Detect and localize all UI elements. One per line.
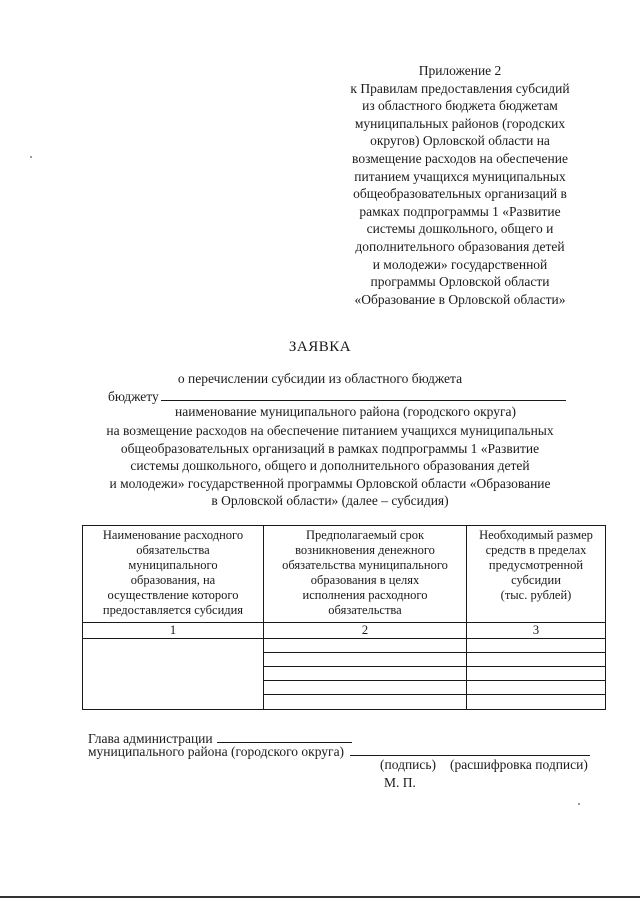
table-number-row (83, 623, 606, 639)
header-line: осуществление которого (107, 588, 239, 602)
purpose-line: общеобразовательных организаций в рамках подпрограммы 1 «Развитие (120, 440, 540, 456)
header-line: Необходимый размер (479, 528, 593, 542)
column-number: 1 (83, 623, 264, 639)
table-header-cell (264, 526, 467, 623)
header-line: образования в целях (310, 573, 420, 587)
head-name-blank[interactable] (217, 730, 352, 743)
amount-subrow[interactable] (467, 667, 605, 681)
subsidy-table (82, 525, 606, 710)
amount-subrow[interactable] (467, 653, 605, 667)
header-line: Предполагаемый срок (305, 528, 425, 542)
date-subrow[interactable] (264, 681, 466, 695)
table-header-cell (467, 526, 606, 623)
header-line: обязательства муниципального (282, 558, 448, 572)
appendix-line: рамках подпрограммы 1 «Развитие (359, 203, 561, 219)
head-label: Глава администрации (88, 731, 213, 746)
header-line: муниципального (128, 558, 218, 572)
budget-line (108, 388, 566, 405)
document-subtitle: о перечислении субсидии из областного бюджета (177, 371, 463, 386)
amount-subrow[interactable] (467, 639, 605, 653)
document-title: ЗАЯВКА (288, 339, 352, 355)
budget-label: бюджету (108, 389, 159, 404)
header-line: Наименование расходного (102, 528, 244, 542)
appendix-line: округов) Орловской области на (370, 133, 550, 149)
stamp-place: М. П. (384, 775, 416, 790)
purpose-text (60, 422, 600, 510)
signature-caption: (подпись) (380, 757, 437, 772)
header-line: возникновения денежного (295, 543, 435, 557)
header-line: образования, на (130, 573, 216, 587)
decoding-caption: (расшифровка подписи) (450, 757, 588, 772)
appendix-line: к Правилам предоставления субсидий (350, 80, 570, 96)
expenditure-cell[interactable] (83, 639, 264, 710)
amount-subrow[interactable] (467, 695, 605, 709)
header-line: обязательства (136, 543, 210, 557)
budget-name-blank[interactable] (161, 388, 566, 401)
appendix-line: программы Орловской области (370, 274, 550, 290)
signature-blank[interactable] (350, 743, 590, 756)
purpose-line: в Орловской области» (далее – субсидия) (211, 493, 449, 509)
appendix-line: муниципальных районов (городских (354, 115, 566, 131)
appendix-line: «Образование в Орловской области» (354, 291, 566, 307)
signature-captions (380, 757, 588, 773)
column-number: 3 (467, 623, 606, 639)
appendix-line: Приложение 2 (418, 63, 502, 78)
header-line: обязательства (328, 603, 402, 617)
appendix-line: общеобразовательных организаций в (353, 186, 567, 202)
header-line: средств в пределах (485, 543, 587, 557)
date-cell (264, 639, 467, 710)
appendix-line: и молодежи» государственной (372, 256, 548, 272)
amount-subrow[interactable] (467, 681, 605, 695)
date-subrow[interactable] (264, 695, 466, 709)
district-label: муниципального района (городского округа) (88, 744, 345, 759)
column-number: 2 (264, 623, 467, 639)
appendix-line: возмещение расходов на обеспечение (352, 150, 568, 166)
scan-speck (578, 803, 580, 805)
page-bottom-rule (0, 896, 640, 898)
purpose-line: системы дошкольного, общего и дополнительного образования детей (130, 458, 530, 474)
date-subrow[interactable] (264, 639, 466, 653)
budget-hint: наименование муниципального района (городского округа) (175, 404, 517, 419)
appendix-line: системы дошкольного, общего и (366, 221, 554, 237)
header-line: предусмотренной (488, 558, 584, 572)
date-subrow[interactable] (264, 667, 466, 681)
table-header-cell (83, 526, 264, 623)
header-line: предоставляется субсидия (102, 603, 244, 617)
header-line: (тыс. рублей) (500, 588, 572, 602)
appendix-block (330, 62, 590, 308)
amount-cell (467, 639, 606, 710)
appendix-line: дополнительного образования детей (355, 238, 565, 254)
header-line: субсидии (511, 573, 561, 587)
scan-speck (30, 156, 32, 158)
table-row (83, 639, 606, 710)
purpose-line: на возмещение расходов на обеспечение питанием учащихся муниципальных (106, 423, 554, 438)
table-header-row (83, 526, 606, 623)
header-line: исполнения расходного (302, 588, 428, 602)
appendix-line: питанием учащихся муниципальных (354, 168, 566, 184)
purpose-line: и молодежи» государственной программы Орловской области «Образование (109, 475, 551, 491)
appendix-line: из областного бюджета бюджетам (362, 98, 558, 114)
date-subrow[interactable] (264, 653, 466, 667)
